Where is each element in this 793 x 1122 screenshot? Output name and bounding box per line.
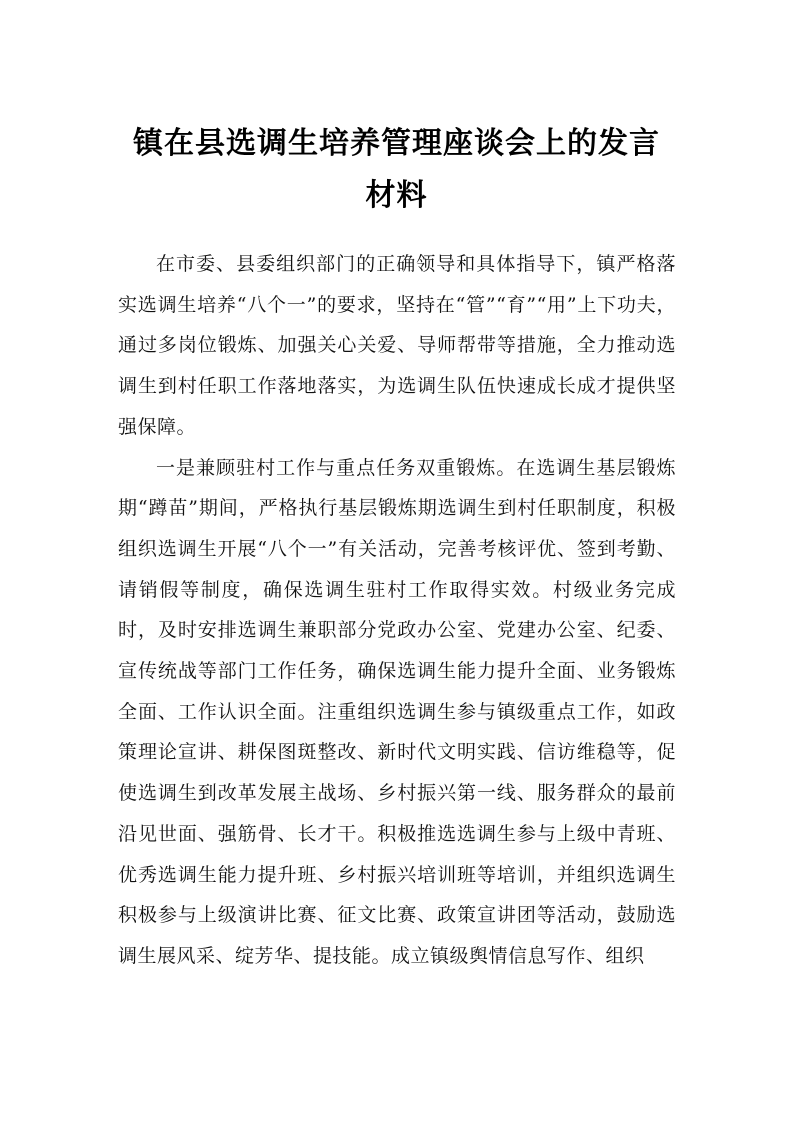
paragraph-point-one: 一是兼顾驻村工作与重点任务双重锻炼。在选调生基层锻炼期“蹲苗”期间，严格执行基层锻炼期选调生到村任职制度，积极组织选调生开展“八个一”有关活动，完善考核评优、签到考勤、请销假等制度，确保选调生驻村工作取得实效。村级业务完成时，及时安排选调生兼职部分党政办公室、党建办公室、纪委、宣传统战等部门工作任务，确保选调生能力提升全面、业务锻炼全面、工作认识全面。注重组织选调生参与镇级重点工作，如政策理论宣讲、耕保图斑整改、新时代文明实践、信访维稳等，促使选调生到改革发展主战场、乡村振兴第一线、服务群众的最前沿见世面、强筋骨、长才干。积极推选选调生参与上级中青班、优秀选调生能力提升班、乡村振兴培训班等培训，并组织选调生积极参与上级演讲比赛、征文比赛、政策宣讲团等活动，鼓励选调生展风采、绽芳华、提技能。成立镇级舆情信息写作、组织 [118,456,676,967]
document-body [118,244,676,977]
document-title: 镇在县选调生培养管理座谈会上的发言材料 [133,126,660,213]
paragraph-intro: 在市委、县委组织部门的正确领导和具体指导下，镇严格落实选调生培养“八个一”的要求，坚持在“管”“育”“用”上下功夫，通过多岗位锻炼、加强关心关爱、导师帮带等措施，全力推动选调生到村任职工作落地落实，为选调生队伍快速成长成才提供坚强保障。 [118,253,676,438]
